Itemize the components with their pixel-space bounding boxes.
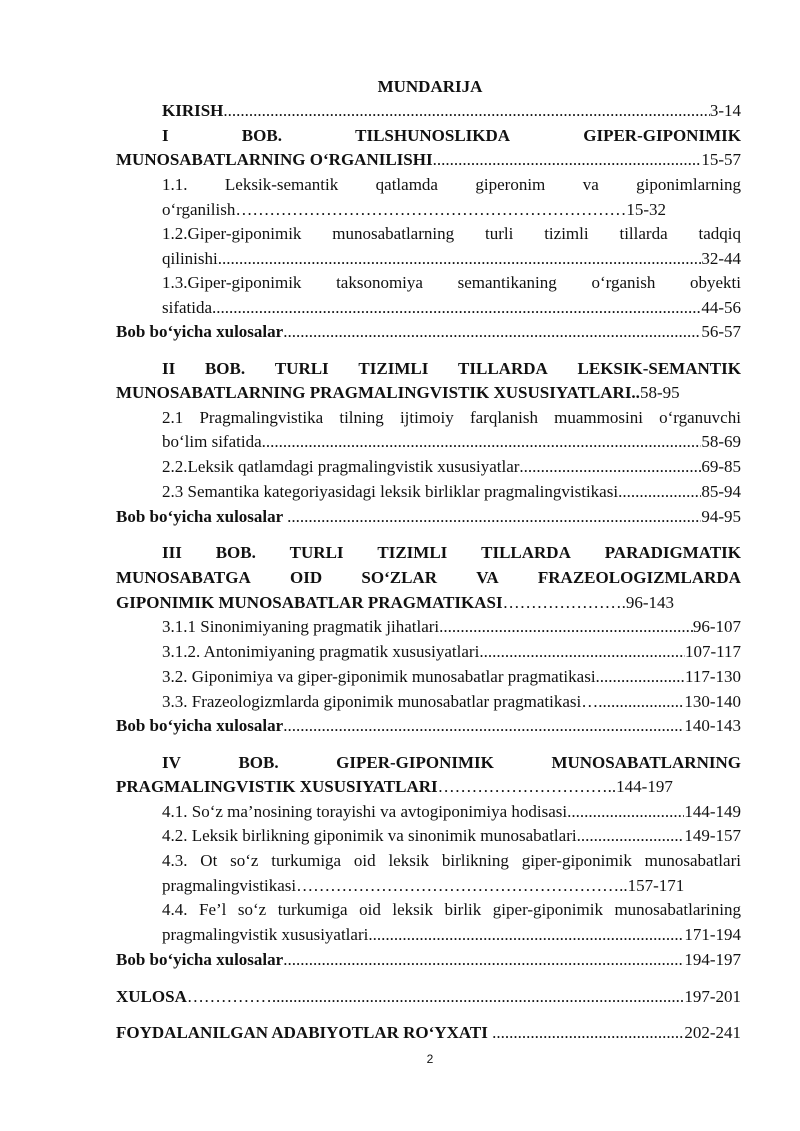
- section-4-3-line-1[interactable]: 4.3. Ot so‘z turkumiga oid leksik birlikning giper-giponimik munosabatlari: [162, 851, 741, 870]
- chapter-3-title-line-3[interactable]: GIPONIMIK MUNOSABATLAR PRAGMATIKASI………………….96-143: [116, 593, 675, 612]
- page-range: 157-171: [627, 876, 685, 895]
- page-range: 144-197: [616, 777, 673, 796]
- dot-leader: …………………: [502, 593, 622, 612]
- page-range: 107-117: [684, 642, 741, 661]
- dot-leader: [598, 692, 684, 712]
- page-range: 194-197: [684, 950, 741, 969]
- entry-title: KIRISH: [162, 101, 224, 120]
- page-range: 3-14: [709, 101, 741, 120]
- chapter-3-summary[interactable]: Bob bo‘yicha xulosalar ..... 140-143: [116, 716, 741, 736]
- dot-leader: [479, 642, 685, 662]
- toc-entry-references[interactable]: FOYDALANILGAN ADABIYOTLAR RO‘YXATI ..... 202-241: [116, 1023, 741, 1043]
- page-range: 44-56: [701, 298, 741, 317]
- dot-leader: [596, 667, 685, 687]
- section-2-2[interactable]: 2.2.Leksik qatlamdagi pragmalingvistik xususiyatlar ..... 69-85: [162, 457, 741, 477]
- section-3-3[interactable]: 3.3. Frazeologizmlarda giponimik munosabatlar pragmatikasi … ..... 130-140: [162, 692, 741, 712]
- section-1-2-line-2[interactable]: qilinishi ..... 32-44: [162, 249, 741, 269]
- page-range: 117-130: [684, 667, 741, 686]
- page-range: 171-194: [684, 925, 741, 944]
- page-range: 96-107: [692, 617, 741, 636]
- page-number: 2: [426, 1052, 434, 1066]
- page-range: 58-69: [701, 432, 741, 451]
- section-4-4-line-1[interactable]: 4.4. Fe’l so‘z turkumiga oid leksik birlik giper-giponimik munosabatlarining: [162, 900, 741, 919]
- section-4-4-line-2[interactable]: pragmalingvistik xususiyatlari ..... 171-194: [162, 925, 741, 945]
- dot-leader: [567, 802, 684, 822]
- section-4-3-line-2[interactable]: pragmalingvistikasi…………………………………………………..157-171: [162, 876, 685, 895]
- chapter-3-title-line-1[interactable]: III BOB. TURLI TIZIMLI TILLARDA PARADIGMATIK: [162, 543, 741, 562]
- dot-leader: [433, 150, 702, 170]
- page-range: 94-95: [701, 507, 741, 526]
- section-1-1-line-2[interactable]: o‘rganilish……………………………………………………………15-32: [162, 200, 667, 219]
- dot-leader: [283, 716, 684, 736]
- page-range: 149-157: [684, 826, 741, 845]
- dot-leader: [262, 432, 702, 452]
- page-range: 140-143: [684, 716, 741, 735]
- dot-leader: [283, 950, 684, 970]
- section-2-3[interactable]: 2.3 Semantika kategoriyasidagi leksik birliklar pragmalingvistikasi ..... 85-94: [162, 482, 741, 502]
- dot-leader: ……………………………………………………………: [235, 200, 627, 219]
- section-3-2[interactable]: 3.2. Giponimiya va giper-giponimik munosabatlar pragmatikasi ..... 117-130: [162, 667, 741, 687]
- chapter-4-title-line-2[interactable]: PRAGMALINGVISTIK XUSUSIYATLARI…………………………..144-197: [116, 777, 673, 796]
- chapter-3-title-line-2[interactable]: MUNOSABATGA OID SO‘ZLAR VA FRAZEOLOGIZMLARDA: [116, 568, 741, 587]
- page-range: 32-44: [701, 249, 741, 268]
- section-1-1-line-1[interactable]: 1.1. Leksik-semantik qatlamda giperonim va giponimlarning: [162, 175, 741, 194]
- section-1-2-line-1[interactable]: 1.2.Giper-giponimik munosabatlarning turli tizimli tillarda tadqiq: [162, 224, 741, 243]
- dot-leader: [212, 298, 701, 318]
- dot-leader: [287, 507, 701, 527]
- dot-leader: [618, 482, 701, 502]
- page-range: 58-95: [639, 383, 680, 402]
- page-title: MUNDARIJA: [377, 77, 483, 96]
- dot-leader: …………………………..: [437, 777, 617, 796]
- section-3-1-1[interactable]: 3.1.1 Sinonimiyaning pragmatik jihatlari ..... 96-107: [162, 617, 741, 637]
- dot-leader: …………………………………………………..: [296, 876, 628, 895]
- dot-leader: [272, 987, 684, 1007]
- section-2-1-line-1[interactable]: 2.1 Pragmalingvistika tilning ijtimoiy farqlanish muammosini o‘rganuvchi: [162, 408, 741, 427]
- chapter-2-title-line-1[interactable]: II BOB. TURLI TIZIMLI TILLARDA LEKSIK-SEMANTIK: [162, 359, 741, 378]
- section-4-2[interactable]: 4.2. Leksik birlikning giponimik va sinonimik munosabatlari ..... 149-157: [162, 826, 741, 846]
- page-range: 15-57: [701, 150, 741, 169]
- section-1-3-line-2[interactable]: sifatida ..... 44-56: [162, 298, 741, 318]
- page-range: 202-241: [684, 1023, 741, 1042]
- dot-leader: [283, 322, 701, 342]
- toc-entry-kirish[interactable]: [162, 101, 741, 121]
- chapter-4-title-line-1[interactable]: IV BOB. GIPER-GIPONIMIK MUNOSABATLARNING: [162, 753, 741, 772]
- chapter-1-summary[interactable]: Bob bo‘yicha xulosalar ..... 56-57: [116, 322, 741, 342]
- chapter-4-summary[interactable]: Bob bo‘yicha xulosalar ..... 194-197: [116, 950, 741, 970]
- dot-leader: [223, 101, 709, 121]
- toc-entry-xulosa[interactable]: XULOSA …………… ..... 197-201: [116, 987, 741, 1007]
- section-3-1-2[interactable]: 3.1.2. Antonimiyaning pragmatik xususiyatlari ..... 107-117: [162, 642, 741, 662]
- dot-leader: [218, 249, 702, 269]
- page-range: 130-140: [684, 692, 741, 711]
- dot-leader: [577, 826, 685, 846]
- chapter-2-title-line-2[interactable]: MUNOSABATLARNING PRAGMALINGVISTIK XUSUSIYATLARI..58-95: [116, 383, 680, 402]
- page-range: 144-149: [684, 802, 741, 821]
- chapter-1-title-line-1[interactable]: I BOB. TILSHUNOSLIKDA GIPER-GIPONIMIK: [162, 126, 741, 145]
- page-range: 69-85: [701, 457, 741, 476]
- chapter-1-title-line-2[interactable]: MUNOSABATLARNING O‘RGANILISHI ..... 15-57: [116, 150, 741, 170]
- dot-leader: [368, 925, 684, 945]
- page-range: 56-57: [701, 322, 741, 341]
- chapter-2-summary[interactable]: Bob bo‘yicha xulosalar ..... 94-95: [116, 507, 741, 527]
- page-range: 197-201: [684, 987, 741, 1006]
- dot-leader: [492, 1023, 684, 1043]
- page-range: 96-143: [625, 593, 675, 612]
- section-4-1[interactable]: 4.1. So‘z ma’nosining torayishi va avtogiponimiya hodisasi ..... 144-149: [162, 802, 741, 822]
- dot-leader: [519, 457, 701, 477]
- page-range: 85-94: [701, 482, 741, 501]
- section-2-1-line-2[interactable]: bo‘lim sifatida ..... 58-69: [162, 432, 741, 452]
- dot-leader: [439, 617, 693, 637]
- section-1-3-line-1[interactable]: 1.3.Giper-giponimik taksonomiya semantikaning o‘rganish obyekti: [162, 273, 741, 292]
- page-range: 15-32: [626, 200, 667, 219]
